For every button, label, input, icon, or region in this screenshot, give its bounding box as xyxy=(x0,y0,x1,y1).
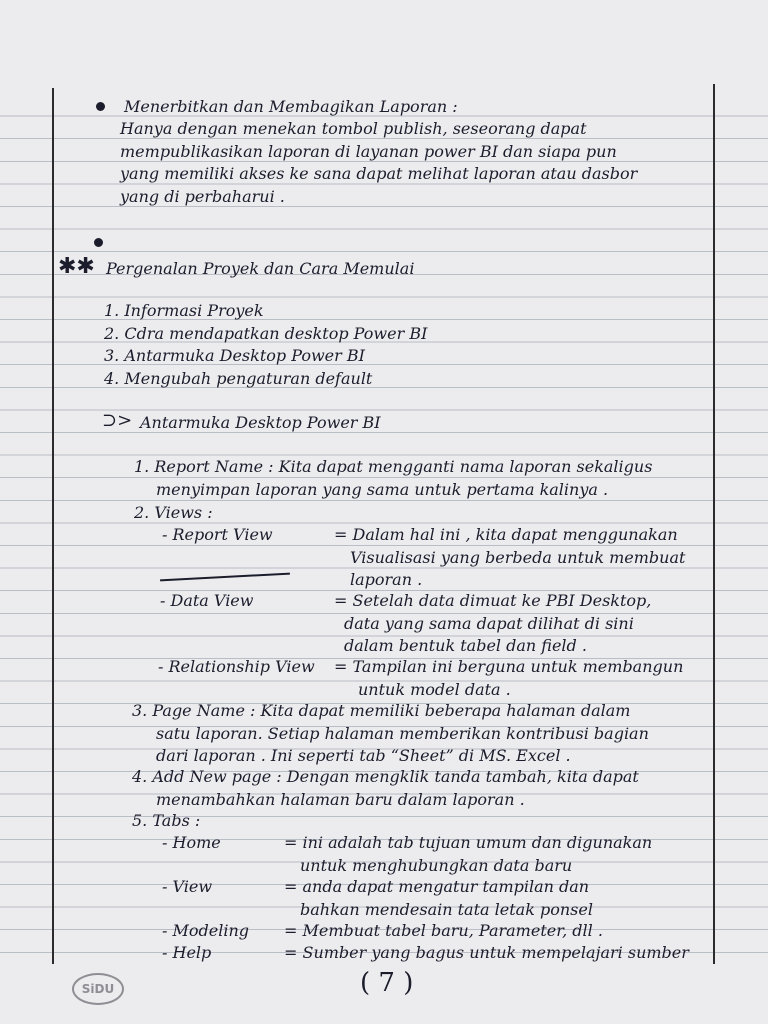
add-new-page-line: 4. Add New page : Dengan mengklik tanda tambah, kita dapat xyxy=(132,767,639,786)
arrow-icon: ⊃> xyxy=(102,410,133,431)
tab-help-name: - Help xyxy=(162,943,212,962)
tab-modeling-desc: = Membuat tabel baru, Parameter, dll . xyxy=(284,921,603,940)
view-data-desc xyxy=(334,590,651,658)
section1-line: mempublikasikan laporan di layanan power BI dan siapa pun xyxy=(120,141,617,161)
section1-heading: Menerbitkan dan Membagikan Laporan : xyxy=(124,97,458,116)
desc-line: untuk model data . xyxy=(358,679,511,699)
desc-line: = ini adalah tab tujuan umum dan digunakan xyxy=(284,833,653,852)
views-label: 2. Views : xyxy=(134,503,213,522)
report-name-line: 1. Report Name : Kita dapat mengganti nama laporan sekaligus xyxy=(134,457,653,476)
desc-line: = Tampilan ini berguna untuk membangun xyxy=(334,657,684,676)
tab-modeling-name: - Modeling xyxy=(162,921,249,940)
page-name-line: 3. Page Name : Kita dapat memiliki beberapa halaman dalam xyxy=(132,701,631,720)
add-new-page-line: menambahkan halaman baru dalam laporan . xyxy=(156,789,525,809)
tab-help-desc: = Sumber yang bagus untuk mempelajari sumber xyxy=(284,943,689,962)
tab-home-desc xyxy=(284,832,652,877)
report-name-line: menyimpan laporan yang sama untuk pertama kalinya . xyxy=(156,479,609,499)
view-report-name: - Report View xyxy=(162,525,273,544)
page-name-line: satu laporan. Setiap halaman memberikan kontribusi bagian xyxy=(156,723,649,743)
section1-body xyxy=(120,118,637,208)
view-relationship-name: - Relationship View xyxy=(158,657,315,676)
list-item: 3. Antarmuka Desktop Power BI xyxy=(104,346,365,366)
page-name-block xyxy=(132,700,649,768)
list-item: 1. Informasi Proyek xyxy=(104,301,264,320)
add-new-page-block xyxy=(132,766,639,811)
bullet-icon xyxy=(96,102,105,111)
desc-line: = Setelah data dimuat ke PBI Desktop, xyxy=(334,591,652,610)
desc-line: bahkan mendesain tata letak ponsel xyxy=(300,899,593,919)
left-margin-line xyxy=(52,88,54,964)
tab-view-desc xyxy=(284,876,593,921)
desc-line: data yang sama dapat dilihat di sini xyxy=(344,613,634,633)
desc-line: = Dalam hal ini , kita dapat menggunakan xyxy=(334,525,678,544)
section3-heading: Antarmuka Desktop Power BI xyxy=(140,413,381,432)
tab-home-name: - Home xyxy=(162,833,221,852)
desc-line: = anda dapat mengatur tampilan dan xyxy=(284,877,590,896)
section1-line: yang di perbaharui . xyxy=(120,186,285,206)
asterisk-icon: ✱✱ xyxy=(58,254,95,279)
page-number: ( 7 ) xyxy=(360,968,414,998)
view-relationship-desc xyxy=(334,656,683,701)
section2-list xyxy=(104,300,427,390)
page-top-margin xyxy=(0,0,768,88)
desc-line: dalam bentuk tabel dan field . xyxy=(344,636,587,656)
bullet-icon xyxy=(94,238,103,247)
right-margin-line xyxy=(713,84,715,964)
section1-line: Hanya dengan menekan tombol publish, seseorang dapat xyxy=(120,119,587,138)
desc-line: untuk menghubungkan data baru xyxy=(300,855,573,875)
view-report-desc xyxy=(334,524,685,592)
desc-line: laporan . xyxy=(350,570,423,590)
section2-heading: Pergenalan Proyek dan Cara Memulai xyxy=(106,259,415,278)
section1-line: yang memiliki akses ke sana dapat melihat laporan atau dasbor xyxy=(120,164,638,184)
list-item: 4. Mengubah pengaturan default xyxy=(104,368,373,388)
view-data-name: - Data View xyxy=(160,591,254,610)
brand-logo: SiDU xyxy=(72,973,124,1005)
desc-line: Visualisasi yang berbeda untuk membuat xyxy=(350,547,686,567)
tabs-label: 5. Tabs : xyxy=(132,811,201,830)
tab-view-name: - View xyxy=(162,877,213,896)
list-item: 2. Cdra mendapatkan desktop Power BI xyxy=(104,323,428,343)
report-name-block xyxy=(134,456,652,501)
page-name-line: dari laporan . Ini seperti tab “Sheet” di MS. Excel . xyxy=(156,746,571,766)
